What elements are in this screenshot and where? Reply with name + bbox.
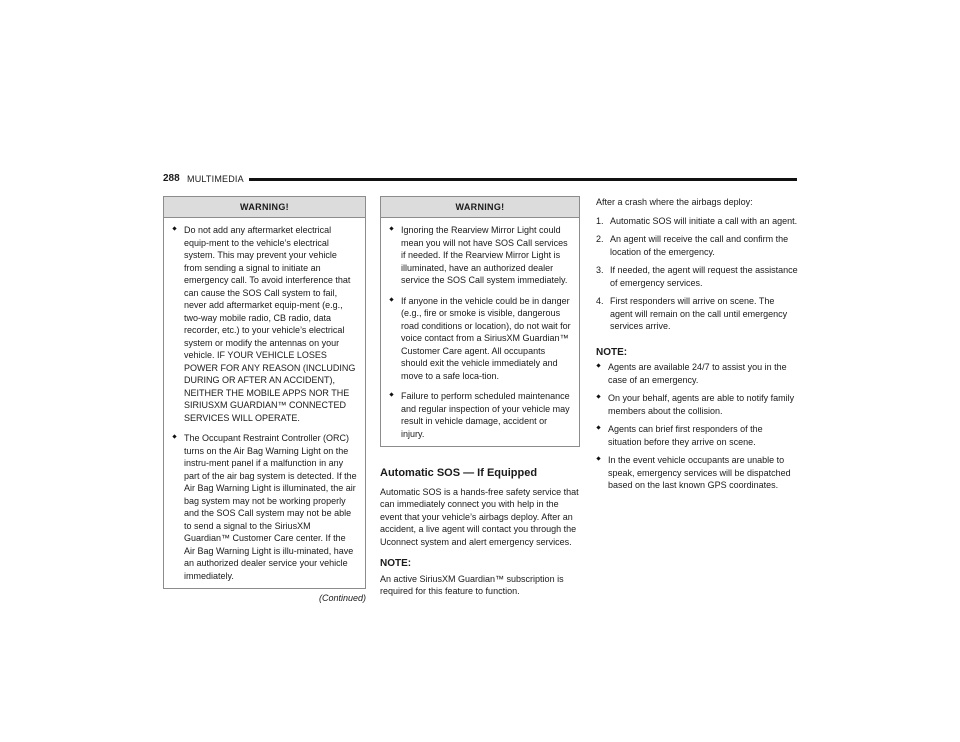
note-text: An active SiriusXM Guardian™ subscription is required for this feature to function. [380, 573, 564, 596]
column-left [163, 196, 366, 605]
warning-list [389, 224, 571, 440]
intro-paragraph: Automatic SOS is a hands-free safety service that can immediately connect you with help in the event that your vehicle’s airbags deploy. After an accident, a live agent will contact you through the Uconnect system and alert emergency services. [380, 486, 579, 547]
warning-list [172, 224, 357, 582]
note-bullet: On your behalf, agents are able to notify family members about the collision. [596, 392, 798, 417]
note-label: NOTE: [380, 558, 412, 569]
step-item: 2. An agent will receive the call and confirm the location of the emergency. [596, 234, 789, 257]
warning-box [380, 196, 580, 447]
steps-intro: After a crash where the airbags deploy: [596, 197, 753, 207]
note-bullet: Agents can brief first responders of the situation before they arrive on scene. [596, 423, 798, 448]
note-label: NOTE: [596, 346, 628, 358]
warning-bullet: If anyone in the vehicle could be in danger (e.g., fire or smoke is visible, dangerous road conditions or location), do not wait for voice contact from a SiriusXM Guardian™ Customer Care agent. All occupants should exit the vehicle immediately and move to a safe loca-tion. [389, 295, 571, 383]
step-item: 3. If needed, the agent will request the assistance of emergency services. [596, 265, 798, 288]
warning-box [163, 196, 366, 589]
note-bullet: In the event vehicle occupants are unable to speak, emergency services will be dispatched based on the last known GPS coordinates. [596, 454, 798, 492]
page-header [163, 173, 797, 185]
section-name: MULTIMEDIA [187, 174, 244, 184]
warning-bullet: Ignoring the Rearview Mirror Light could mean you will not have SOS Call services if needed. If the Rearview Mirror Light is illuminated, have an authorized dealer service the SOS Call system immediately. [389, 224, 571, 287]
header-rule [249, 178, 797, 181]
step-item: 1. Automatic SOS will initiate a call with an agent. [596, 215, 798, 226]
warning-bullet: Do not add any aftermarket electrical equip-ment to the vehicle’s electrical system. This may prevent your vehicle from sending a signal to initiate an emergency call. To avoid interference that can cause the SOS Call system to fail, never add aftermarket equip-ment (e.g., two-way mobile radio, CB radio, data recorder, etc.) to your vehicle’s electrical system or modify the antennas on your vehicle. IF YOUR VEHICLE LOSES POWER FOR ANY REASON (INCLUDING DURING OR AFTER AN ACCIDENT), NEITHER THE MOBILE APPS NOR THE SIRIUSXM GUARDIAN™ CONNECTED SERVICES WILL OPERATE. [172, 224, 357, 424]
warning-bullet: The Occupant Restraint Controller (ORC) turns on the Air Bag Warning Light on the instru-ment panel if a malfunction in any part of the air bag system is detected. If the Air Bag Warning Light is illuminated, the air bag system may not be working properly and the SOS Call system may not be able to send a signal to the SiriusXM Guardian™ Customer Care center. If the Air Bag Warning Light is illu-minated, have an authorized dealer service your vehicle immediately. [172, 432, 357, 582]
column-middle [380, 196, 580, 598]
warning-title: WARNING! [164, 197, 365, 218]
warning-title: WARNING! [381, 197, 579, 218]
section-title: Automatic SOS — If Equipped [380, 467, 538, 479]
continued-label: (Continued) [318, 593, 366, 603]
column-right [596, 196, 798, 498]
step-item: 4. First responders will arrive on scene. The agent will remain on the call until emergency services arrive. [596, 296, 788, 331]
warning-bullet: Failure to perform scheduled maintenance and regular inspection of your vehicle may result in vehicle damage, accident or injury. [389, 390, 571, 440]
page-number: 288 [163, 173, 180, 184]
note-list [596, 361, 798, 492]
steps-list [596, 215, 798, 333]
note-bullet: Agents are available 24/7 to assist you in the case of an emergency. [596, 361, 798, 386]
